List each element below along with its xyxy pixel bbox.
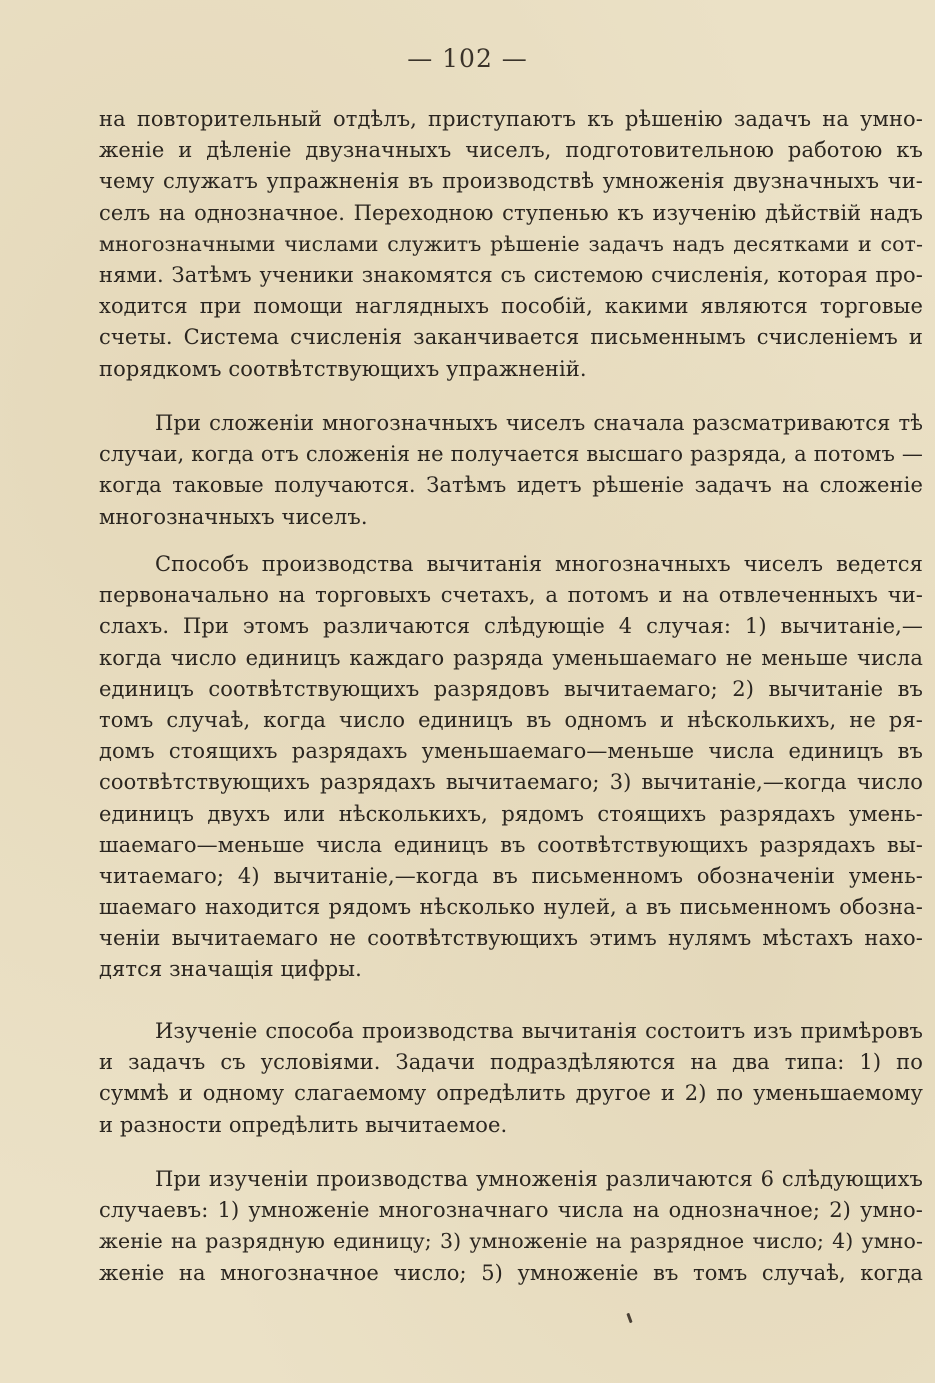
- text-line: Изученіе способа производства вычитанія состоитъ изъ примѣровъ: [155, 1019, 923, 1043]
- text-line: и задачъ съ условіями. Задачи подраздѣляются на два типа: 1) по: [99, 1050, 923, 1075]
- paragraph-4: [99, 1016, 923, 1141]
- text-line: первоначально на торговыхъ счетахъ, а потомъ и на отвлеченныхъ чи-: [99, 583, 923, 608]
- paragraph-1: [99, 104, 923, 385]
- text-line: случаи, когда отъ сложенія не получается высшаго разряда, а потомъ —: [99, 442, 923, 467]
- text-line: нями. Затѣмъ ученики знакомятся съ системою счисленія, которая про-: [99, 262, 923, 287]
- text-line: когда число единицъ каждаго разряда уменьшаемаго не меньше числа: [99, 645, 923, 670]
- text-line: счеты. Система счисленія заканчивается письменнымъ счисленіемъ и: [99, 325, 923, 350]
- text-line: дятся значащія цифры.: [99, 957, 362, 982]
- text-line: на повторительный отдѣлъ, приступаютъ къ рѣшенію задачъ на умно-: [99, 107, 923, 131]
- text-line: и разности опредѣлить вычитаемое.: [99, 1112, 508, 1137]
- text-line: единицъ двухъ или нѣсколькихъ, рядомъ стоящихъ разрядахъ умень-: [99, 801, 923, 826]
- text-line: домъ стоящихъ разрядахъ уменьшаемаго—меньше числа единицъ въ: [99, 739, 923, 764]
- text-line: ченіи вычитаемаго не соотвѣтствующихъ этимъ нулямъ мѣстахъ нахо-: [99, 926, 923, 951]
- text-line: женіе на разрядную единицу; 3) умноженіе на разрядное число; 4) умно-: [99, 1229, 923, 1254]
- text-line: чему служатъ упражненія въ производствѣ умноженія двузначныхъ чи-: [99, 169, 923, 194]
- text-line: соотвѣтствующихъ разрядахъ вычитаемаго; 3) вычитаніе,—когда число: [99, 770, 923, 795]
- text-line: женіе на многозначное число; 5) умноженіе въ томъ случаѣ, когда: [99, 1260, 923, 1285]
- text-line: порядкомъ соотвѣтствующихъ упражненій.: [99, 356, 587, 381]
- text-line: При сложеніи многозначныхъ чиселъ сначала разсматриваются тѣ: [155, 411, 923, 435]
- text-line: ходится при помощи наглядныхъ пособій, какими являются торговые: [99, 294, 923, 319]
- text-line: При изученіи производства умноженія различаются 6 слѣдующихъ: [155, 1167, 923, 1191]
- paragraph-3: [99, 549, 923, 986]
- text-line: женіе и дѣленіе двузначныхъ чиселъ, подготовительною работою къ: [99, 138, 923, 163]
- text-line: единицъ соотвѣтствующихъ разрядовъ вычитаемаго; 2) вычитаніе въ: [99, 676, 923, 701]
- text-line: томъ случаѣ, когда число единицъ въ одномъ и нѣсколькихъ, не ря-: [99, 707, 923, 732]
- paragraph-5: [99, 1164, 923, 1289]
- text-line: многозначными числами служитъ рѣшеніе задачъ надъ десятками и сот-: [99, 231, 923, 256]
- text-line: когда таковые получаются. Затѣмъ идетъ рѣшеніе задачъ на сложеніе: [99, 473, 923, 498]
- text-line: Способъ производства вычитанія многозначныхъ чиселъ ведется: [155, 552, 923, 576]
- text-line: случаевъ: 1) умноженіе многозначнаго числа на однозначное; 2) умно-: [99, 1198, 923, 1223]
- text-line: слахъ. При этомъ различаются слѣдующіе 4 случая: 1) вычитаніе,—: [99, 614, 923, 639]
- text-line: селъ на однозначное. Переходною ступенью къ изученію дѣйствій надъ: [99, 200, 923, 225]
- page-number: — 102 —: [407, 44, 528, 73]
- ink-mark: [626, 1313, 632, 1323]
- text-line: суммѣ и одному слагаемому опредѣлить другое и 2) по уменьшаемому: [99, 1081, 923, 1106]
- text-line: читаемаго; 4) вычитаніе,—когда въ письменномъ обозначеніи умень-: [99, 863, 923, 888]
- text-line: шаемаго—меньше числа единицъ въ соотвѣтствующихъ разрядахъ вы-: [99, 832, 923, 857]
- paragraph-2: [99, 408, 923, 533]
- text-line: шаемаго находится рядомъ нѣсколько нулей, а въ письменномъ обозна-: [99, 895, 923, 920]
- text-line: многозначныхъ чиселъ.: [99, 504, 368, 529]
